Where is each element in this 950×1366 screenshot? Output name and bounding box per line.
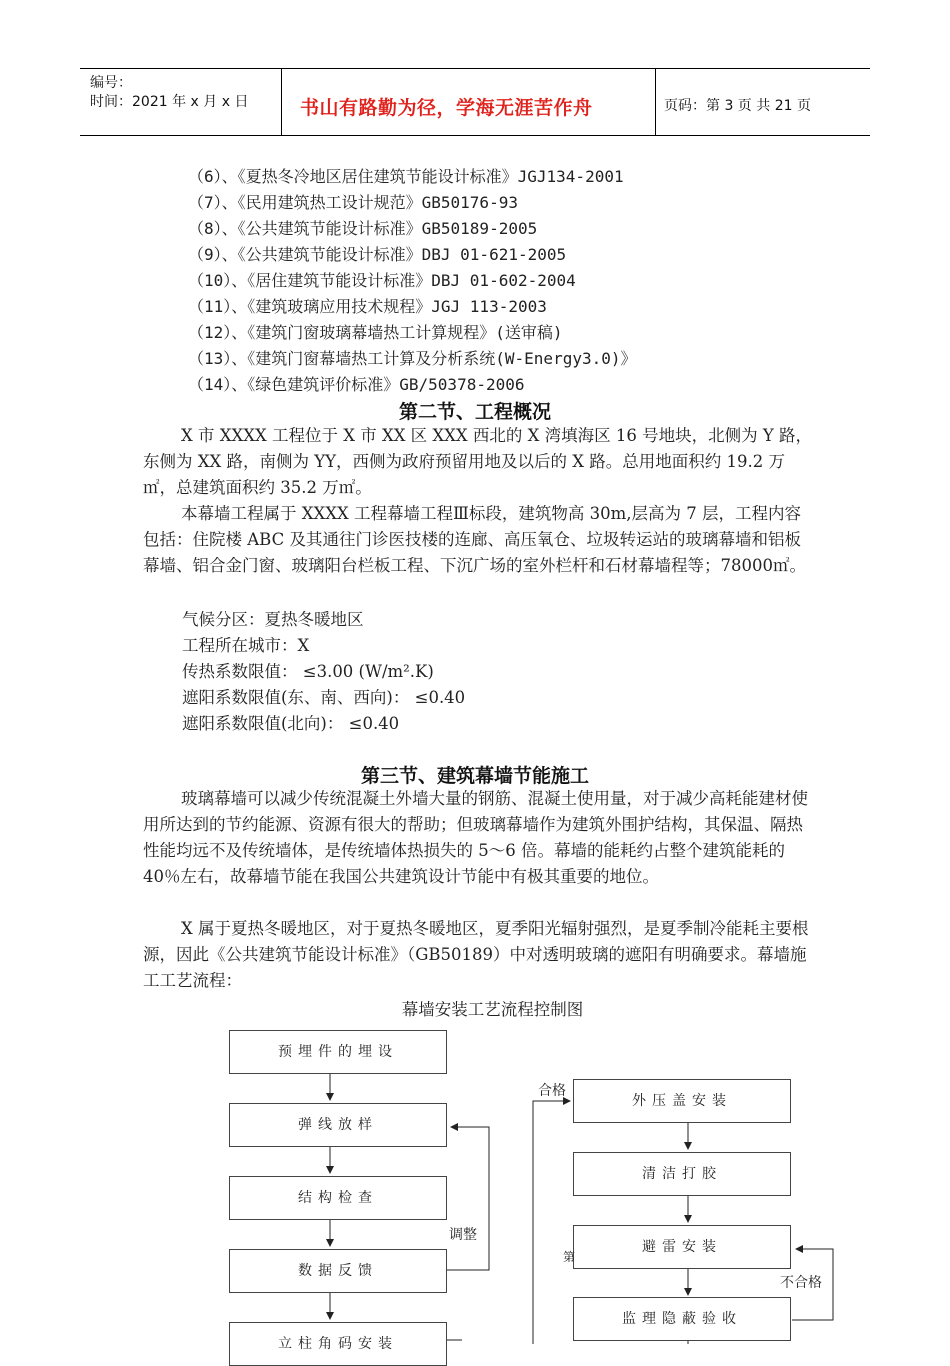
section-title: 第二节、工程概况 <box>398 401 551 423</box>
page-info: 页码：第 3 页 共 21 页 <box>664 98 811 114</box>
flow-step-lightning: 避雷安装 <box>573 1225 791 1269</box>
label-pass: 合格 <box>538 1083 566 1099</box>
adjust-loop <box>447 1127 489 1270</box>
section-title: 第三节、建筑幕墙节能施工 <box>360 765 589 787</box>
list-item: （13）、《建筑门窗幕墙热工计算及分析系统(W-Energy3.0)》 <box>188 349 637 368</box>
shading-limit-north: 遮阳系数限值(北向)： ≤0.40 <box>182 714 400 733</box>
climate-zone: 气候分区：夏热冬暖地区 <box>182 610 364 629</box>
list-item: （11）、《建筑玻璃应用技术规程》JGJ 113-2003 <box>188 297 547 316</box>
flow-step-inspection: 监理隐蔽验收 <box>573 1297 791 1341</box>
flow-step-clean-seal: 清洁打胶 <box>573 1152 791 1196</box>
paragraph: X 市 XXXX 工程位于 X 市 XX 区 XXX 西北的 X 湾填海区 16 号地块，北侧为 Y 路，东侧为 XX 路，南侧为 YY，西侧为政府预留用地及以后的 X 路。总用地面积约 19.2 万㎡，总建筑面积约 35.2 万㎡。 <box>143 426 813 497</box>
label-cut: 第 <box>563 1250 576 1264</box>
list-item: （12）、《建筑门窗玻璃幕墙热工计算规程》(送审稿) <box>188 323 563 342</box>
flow-step-data-feedback: 数据反馈 <box>229 1249 447 1293</box>
pass-loop <box>533 1101 570 1344</box>
flow-step-embed: 预埋件的埋设 <box>229 1030 447 1074</box>
shading-limit-ews: 遮阳系数限值(东、南、西向)： ≤0.40 <box>182 688 466 707</box>
list-item: （8）、《公共建筑节能设计标准》GB50189-2005 <box>188 219 538 238</box>
flowchart-title: 幕墙安装工艺流程控制图 <box>401 1000 584 1019</box>
paragraph: X 属于夏热冬暖地区，对于夏热冬暖地区，夏季阳光辐射强烈，是夏季制冷能耗主要根源，因此《公共建筑节能设计标准》（GB50189）中对透明玻璃的遮阳有明确要求。幕墙施工工艺流程： <box>143 919 809 990</box>
flow-step-column-install: 立柱角码安装 <box>229 1322 447 1366</box>
label-fail: 不合格 <box>780 1275 822 1291</box>
paragraph: 玻璃幕墙可以减少传统混凝土外墙大量的钢筋、混凝土使用量，对于减少高耗能建材使用所达到的节约能源、资源有很大的帮助；但玻璃幕墙作为建筑外围护结构，其保温、隔热性能均远不及传统墙体，是传统墙体热损失的 5～6 倍。幕墙的能耗约占整个建筑能耗的 40％左右，故幕墙节能在我国公共建筑设计节能中有极其重要的地位。 <box>143 789 808 886</box>
list-item: （7）、《民用建筑热工设计规范》GB50176-93 <box>188 193 518 212</box>
list-item: （10）、《居住建筑节能设计标准》DBJ 01-602-2004 <box>188 271 576 290</box>
project-city: 工程所在城市：X <box>182 636 310 655</box>
doc-time-label: 时间：2021 年 x 月 x 日 <box>90 94 249 110</box>
motto-text: 书山有路勤为径，学海无涯苦作舟 <box>300 97 593 119</box>
label-adjust: 调整 <box>449 1227 477 1243</box>
list-item: （14）、《绿色建筑评价标准》GB/50378-2006 <box>188 375 525 394</box>
heat-transfer-limit: 传热系数限值： ≤3.00 (W/m².K) <box>182 662 434 681</box>
flow-step-structure-check: 结构检查 <box>229 1176 447 1220</box>
doc-number-label: 编号： <box>90 75 132 91</box>
list-item: （9）、《公共建筑节能设计标准》DBJ 01-621-2005 <box>188 245 567 264</box>
list-item: （6）、《夏热冬冷地区居住建筑节能设计标准》JGJ134-2001 <box>188 167 624 186</box>
flow-step-layout: 弹线放样 <box>229 1103 447 1147</box>
flow-step-cover-install: 外压盖安装 <box>573 1079 791 1123</box>
paragraph: 本幕墙工程属于 XXXX 工程幕墙工程Ⅲ标段，建筑物高 30m,层高为 7 层，工程内容包括：住院楼 ABC 及其通往门诊医技楼的连廊、高压氧仓、垃圾转运站的玻璃幕墙和铝板幕墙、铝合金门窗、玻璃阳台栏板工程、下沉广场的室外栏杆和石材幕墙程等；78000㎡。 <box>143 504 806 575</box>
